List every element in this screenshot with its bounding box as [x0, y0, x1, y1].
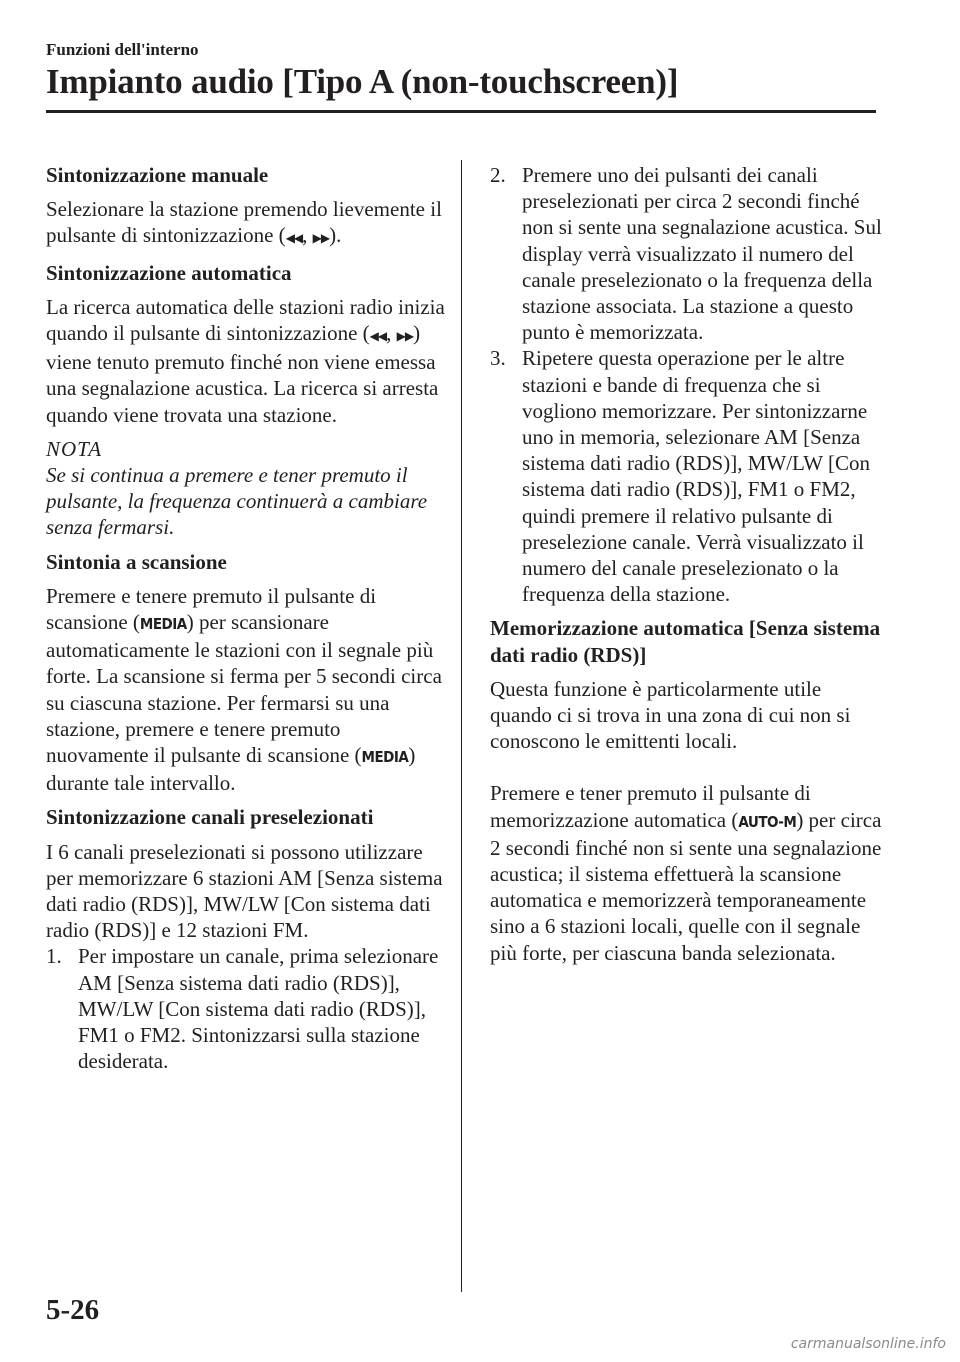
seek-back-icon: ◀◀ — [285, 231, 303, 246]
step-2 — [490, 162, 885, 345]
preset-heading: Sintonizzazione canali preselezionati — [46, 805, 374, 830]
auto-tuning-text: La ricerca automatica delle stazioni radio inizia quando il pulsante di sintonizzazione (◀◀, ▶▶) viene tenuto premuto finché non viene emessa una segnalazione acustica. La ricerca si arresta quando viene trovata una stazione. — [46, 294, 445, 427]
step-text: Per impostare un canale, prima selezionare AM [Senza sistema dati radio (RDS)], MW/LW [Con sistema dati radio (RDS)], FM1 o FM2. Sintonizzarsi sulla stazione desiderata. — [78, 944, 439, 1074]
scan-tuning-text — [46, 583, 446, 797]
section-label: Funzioni dell'interno — [46, 40, 199, 59]
note-text: Se si continua a premere e tener premuto il pulsante, la frequenza continuerà a cambiare senza fermarsi. — [46, 463, 428, 540]
page-number: 5-26 — [46, 1294, 100, 1326]
step-1 — [46, 943, 446, 1074]
step-number: 2. — [490, 163, 506, 187]
column-divider — [461, 160, 462, 1292]
paragraph-gap — [490, 754, 885, 780]
auto-tuning-heading: Sintonizzazione automatica — [46, 260, 292, 285]
scan-text-c: ) durante tale intervallo. — [46, 743, 416, 796]
preset-text: I 6 canali preselezionati si possono utilizzare per memorizzare 6 stazioni AM [Senza sistema dati radio (RDS)], MW/LW [Con sistema dati radio (RDS)] e 12 stazioni FM. — [46, 839, 443, 943]
automem-text-a: Premere e tener premuto il pulsante di memorizzazione automatica ( — [490, 781, 811, 832]
scan-text-a: Premere e tenere premuto il pulsante di scansione ( — [46, 583, 377, 635]
step-number: 3. — [490, 346, 506, 371]
auto-text-b: ) viene tenuto premuto finché non viene emessa una segnalazione acustica. La ricerca si arresta quando viene trovata una stazione. — [46, 321, 439, 427]
manual-text-b: ). — [329, 223, 342, 248]
step-text: Ripetere questa operazione per le altre stazioni e bande di frequenza che si vogliono memorizzare. Per sintonizzarne uno in memoria, selezionare AM [Senza sistema dati radio (RDS)], MW/LW [Con sistema dati radio (RDS)], FM1 o FM2, quindi premere il relativo pulsante di preselezione canale. Verrà visualizzato il numero del canale preselezionato o la frequenza della stazione. — [522, 346, 870, 607]
seek-forward-icon: ▶▶ — [312, 231, 330, 246]
step-number: 1. — [46, 944, 62, 969]
step-3 — [490, 345, 885, 607]
seek-forward-icon: ▶▶ — [396, 329, 414, 344]
auto-memory-heading: Memorizzazione automatica [Senza sistema dati radio (RDS)] — [490, 616, 881, 667]
step-text: Premere uno dei pulsanti dei canali preselezionati per circa 2 secondi finché non si sente una segnalazione acustica. Sul display verrà visualizzato il numero del canale preselezionato o la frequenza della stazione associata. La stazione a questo punto è memorizzata. — [522, 163, 882, 345]
scan-text-b: ) per scansionare automaticamente le stazioni con il segnale più forte. La scansione si ferma per 5 secondi circa su ciascuna stazione. Per fermarsi su una stazione, premere e tenere premuto nuovamente il pulsante di scansione ( — [46, 610, 442, 768]
media-button-icon: MEDIA — [139, 615, 187, 634]
automem-text-b: ) per circa 2 secondi finché non si sente una segnalazione acustica; il sistema effettuerà la scansione automatica e memorizzerà temporaneamente sino a 6 stazioni locali, quelle con il segnale più forte, per ciascuna banda selezionata. — [490, 807, 882, 965]
auto-text-a: La ricerca automatica delle stazioni radio inizia quando il pulsante di sintonizzazione ( — [46, 294, 445, 346]
auto-m-button-icon: AUTO-M — [738, 812, 797, 831]
manual-tuning-text: Selezionare la stazione premendo lievemente il pulsante di sintonizzazione (◀◀, ▶▶). — [46, 197, 442, 248]
page-title: Impianto audio [Tipo A (non-touchscreen)] — [46, 62, 679, 101]
media-button-icon: MEDIA — [361, 748, 409, 767]
auto-memory-text-1: Questa funzione è particolarmente utile quando ci si trova in una zona di cui non si conoscono le emittenti locali. — [490, 676, 851, 754]
manual-tuning-heading: Sintonizzazione manuale — [46, 163, 269, 187]
auto-memory-text-2 — [490, 780, 885, 965]
scan-tuning-heading: Sintonia a scansione — [46, 549, 227, 574]
left-column — [46, 162, 446, 1075]
seek-back-icon: ◀◀ — [369, 329, 387, 344]
right-column — [490, 162, 885, 966]
note-label: NOTA — [46, 436, 103, 461]
manual-text-a: Selezionare la stazione premendo lievemente il pulsante di sintonizzazione ( — [46, 197, 442, 248]
watermark-text: carmanualsonline.info — [790, 1336, 946, 1352]
title-rule — [46, 110, 876, 113]
